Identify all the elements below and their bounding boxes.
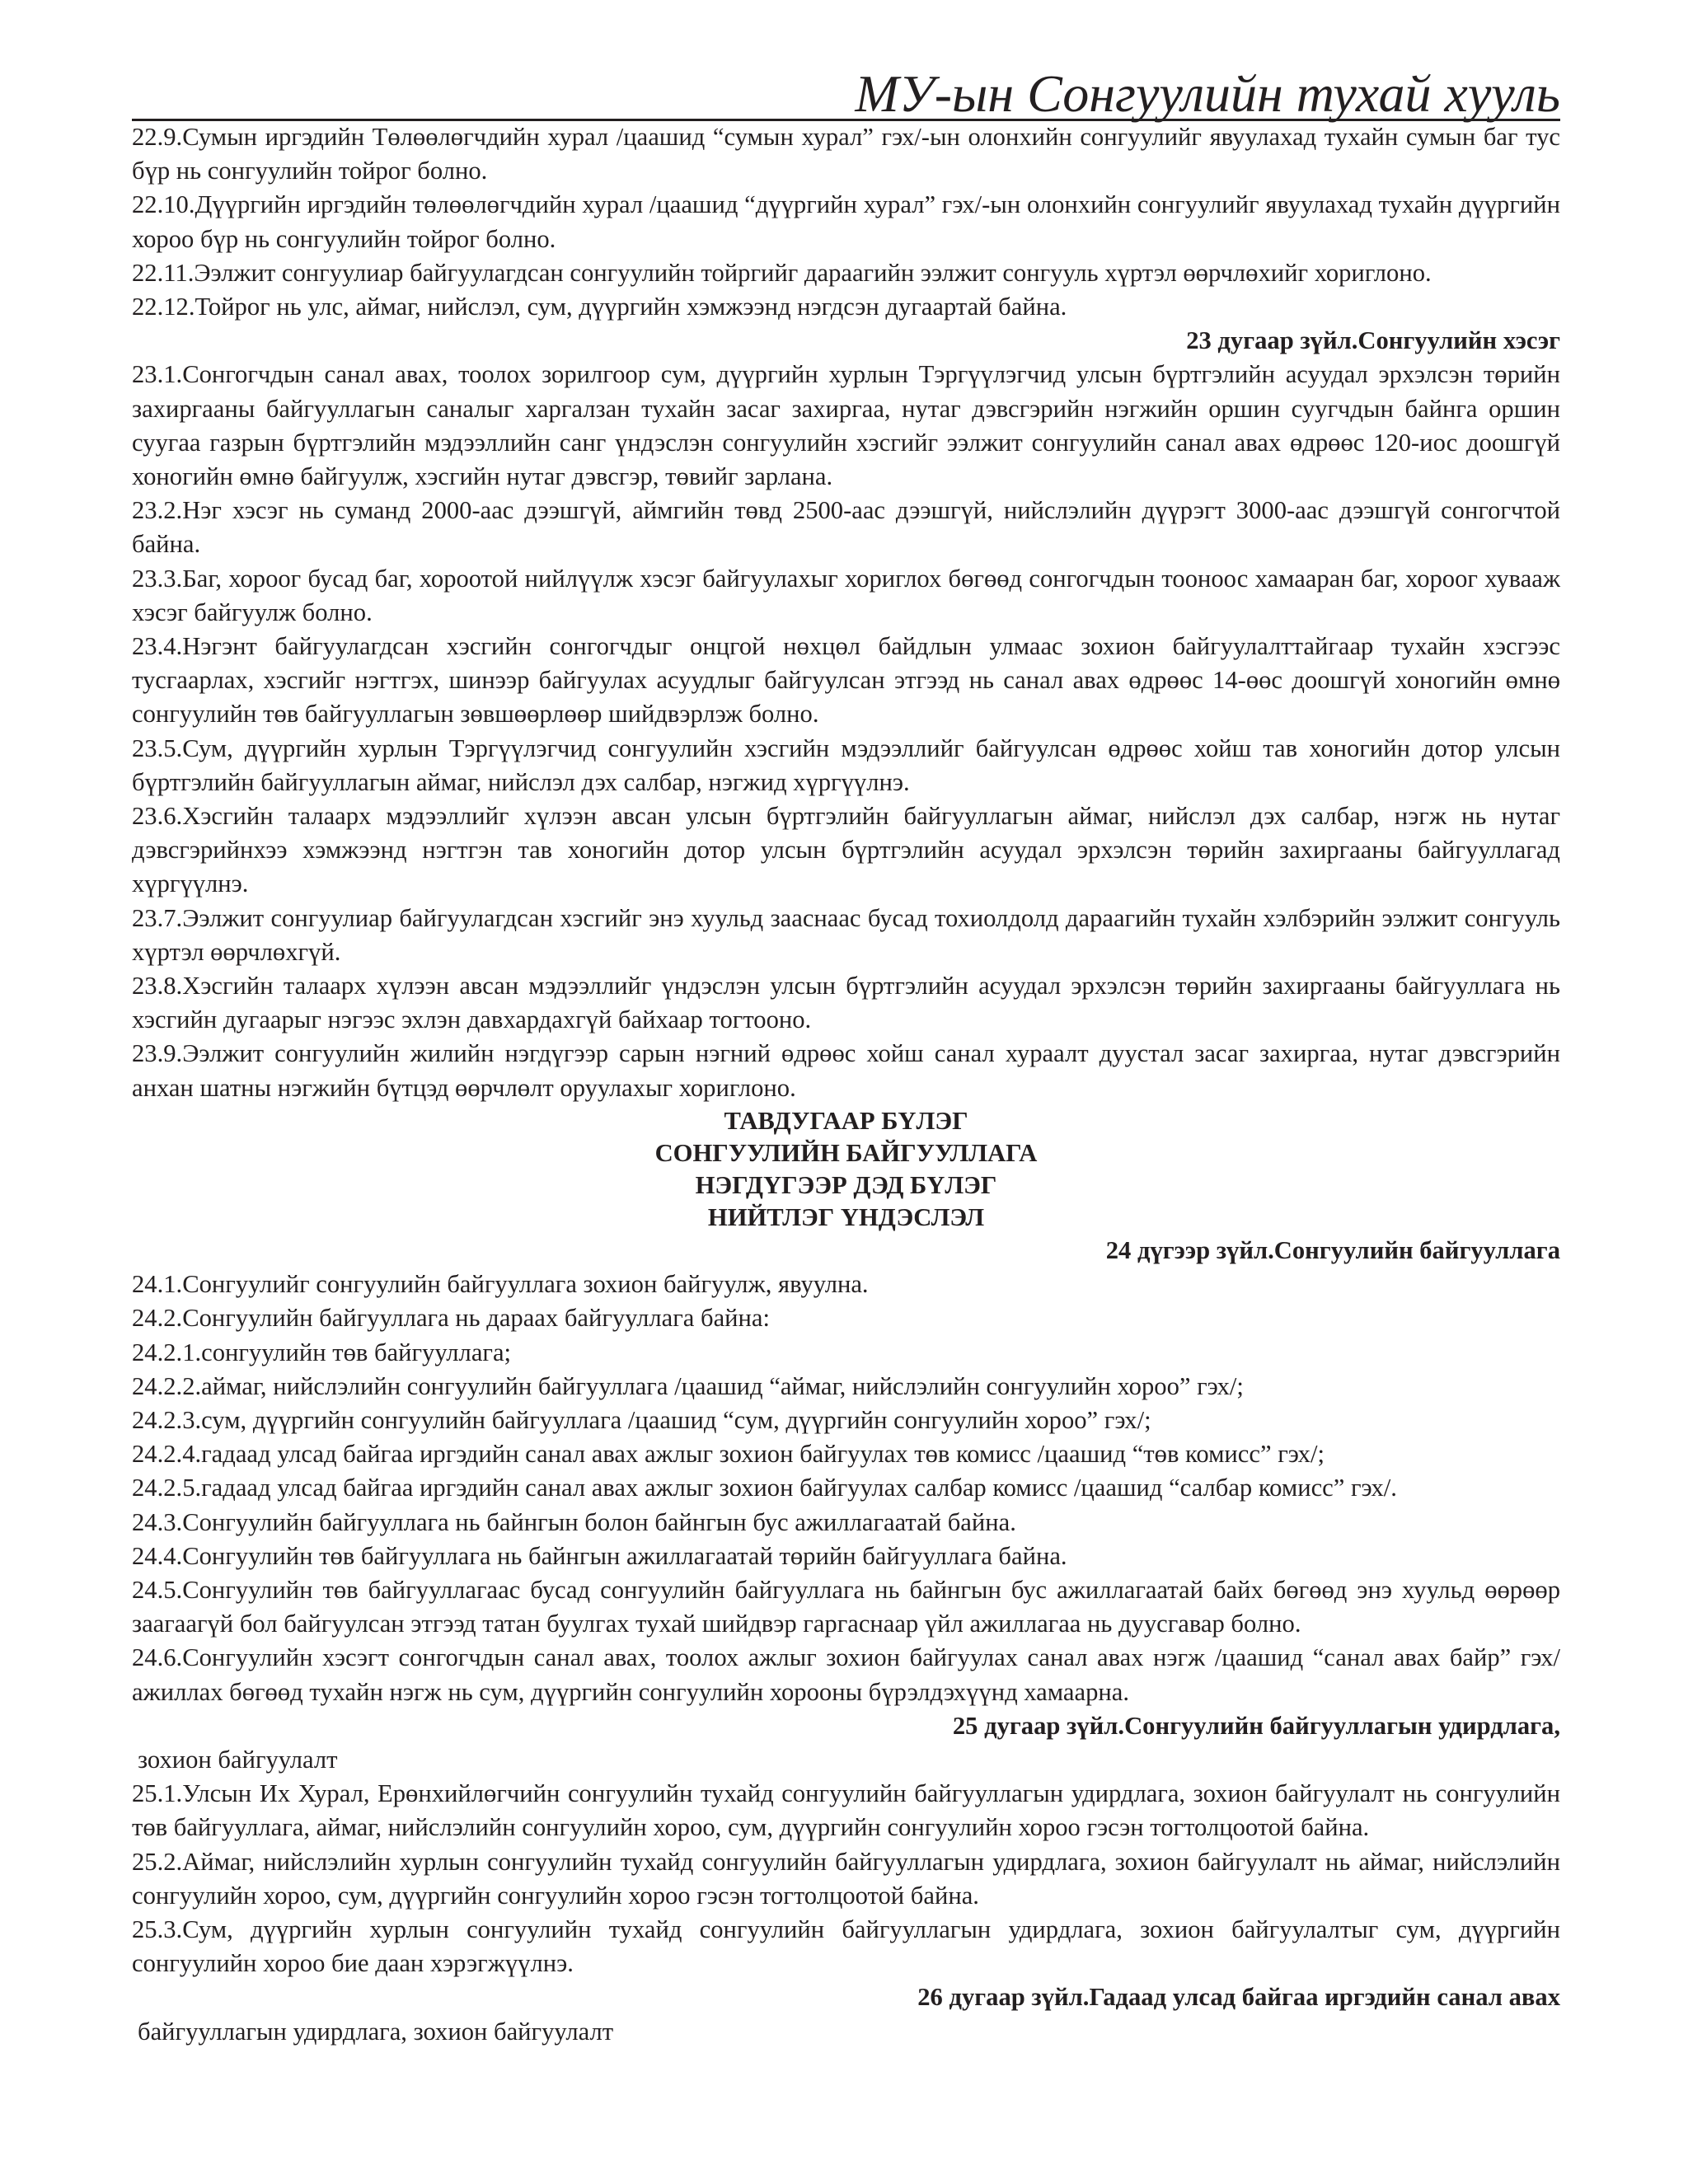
article-heading: 26 дугаар зүйл.Гадаад улсад байгаа иргэдийн санал авах: [917, 1983, 1560, 2012]
chapter-heading: НИЙТЛЭГ ҮНДЭСЛЭЛ: [707, 1202, 985, 1231]
law-paragraph: 24.3.Сонгуулийн байгууллага нь байнгын болон байнгын бус ажиллагаатай байна.: [132, 1507, 1016, 1536]
law-paragraph: 23.5.Сум, дүүргийн хурлын Тэргүүлэгчид сонгуулийн хэсгийн мэдээллийг байгуулсан өдрөөс хойш тав хоногийн дотор улсын бүртгэлийн байгууллагын аймаг, нийслэл дэх салбар, нэгжид хүргүүлнэ.: [132, 733, 1560, 796]
law-paragraph: 24.5.Сонгуулийн төв байгууллагаас бусад сонгуулийн байгууллага нь байнгын бус ажиллагаатай байх бөгөөд энэ хуульд өөрөөр заагаагүй бол байгуулсан этгээд татан буулгах тухай шийдвэр гаргаснаар үйл ажиллагаа нь дуусгавар болно.: [132, 1575, 1560, 1638]
law-paragraph: 25.1.Улсын Их Хурал, Ерөнхийлөгчийн сонгуулийн тухайд сонгуулийн байгууллагын удирдлага, зохион байгуулалт нь сонгуулийн төв байгууллага, аймаг, нийслэлийн сонгуулийн хороо, сум, дүүргийн сонгуулийн хороо гэсэн тогтолцоотой байна.: [132, 1779, 1560, 1842]
article-heading: 25 дугаар зүйл.Сонгуулийн байгууллагын удирдлага,: [952, 1711, 1560, 1740]
law-paragraph: 23.3.Баг, хороог бусад баг, хороотой нийлүүлж хэсэг байгуулахыг хориглох бөгөөд сонгогчдын тооноос хамааран баг, хороог хувааж хэсэг байгуулж болно.: [132, 564, 1560, 626]
law-paragraph: 22.12.Тойрог нь улс, аймаг, нийслэл, сум, дүүргийн хэмжээнд нэгдсэн дугаартай байна.: [132, 293, 1067, 321]
law-paragraph: 23.1.Сонгогчдын санал авах, тоолох зорилгоор сум, дүүргийн хурлын Тэргүүлэгчид улсын бүртгэлийн асуудал эрхэлсэн төрийн захиргааны байгууллагын саналыг харгалзан тухайн засаг захиргаа, нутаг дэвсгэрийн нэгжийн оршин суугчдын байнга оршин суугаа газрын бүртгэлийн мэдээллийн санг үндэслэн сонгуулийн хэсгийг ээлжит сонгуулийн санал авах өдрөөс 120-иос доошгүй хоногийн өмнө байгуулж, хэсгийн нутаг дэвсгэр, төвийг зарлана.: [132, 360, 1560, 491]
law-paragraph: 22.11.Ээлжит сонгуулиар байгуулагдсан сонгуулийн тойргийг дараагийн ээлжит сонгууль хүртэл өөрчлөхийг хориглоно.: [132, 258, 1432, 287]
law-paragraph: 24.2.3.сум, дүүргийн сонгуулийн байгууллага /цаашид “сум, дүүргийн сонгуулийн хороо” гэх/;: [132, 1405, 1151, 1434]
law-paragraph: 24.4.Сонгуулийн төв байгууллага нь байнгын ажиллагаатай төрийн байгууллага байна.: [132, 1541, 1067, 1570]
law-paragraph: 24.2.1.сонгуулийн төв байгууллага;: [132, 1338, 512, 1366]
article-heading-continuation: зохион байгуулалт: [138, 1745, 338, 1774]
article-heading-continuation: байгууллагын удирдлага, зохион байгуулалт: [138, 2017, 614, 2046]
law-paragraph: 23.4.Нэгэнт байгуулагдсан хэсгийн сонгогчдыг онцгой нөхцөл байдлын улмаас зохион байгуулалттайгаар тухайн хэсгээс тусгаарлах, хэсгийг нэгтгэх, шинээр байгуулах асуудлыг байгуулсан этгээд нь санал авах өдрөөс 14-өөс доошгүй хоногийн өмнө сонгуулийн төв байгууллагын зөвшөөрлөөр шийдвэрлэж болно.: [132, 632, 1560, 729]
document-header-title: МУ-ын Сонгуулийн тухай хууль: [855, 64, 1560, 123]
law-paragraph: 22.9.Сумын иргэдийн Төлөөлөгчдийн хурал /цаашид “сумын хурал” гэх/-ын олонхийн сонгуулийг явуулахад тухайн сумын баг тус бүр нь сонгуулийн тойрог болно.: [132, 123, 1560, 185]
law-paragraph: 23.6.Хэсгийн талаарх мэдээллийг хүлээн авсан улсын бүртгэлийн байгууллагын аймаг, нийслэл дэх салбар, нэгж нь нутаг дэвсгэрийнхээ хэмжээнд нэгтгэн тав хоногийн дотор улсын бүртгэлийн асуудал эрхэлсэн төрийн захиргааны байгууллагад хүргүүлнэ.: [132, 802, 1560, 898]
law-paragraph: 23.2.Нэг хэсэг нь суманд 2000-аас дээшгүй, аймгийн төвд 2500-аас дээшгүй, нийслэлийн дүүрэгт 3000-аас дээшгүй сонгогчтой байна.: [132, 496, 1560, 559]
article-heading: 23 дугаар зүйл.Сонгуулийн хэсэг: [1186, 326, 1560, 355]
law-paragraph: 24.2.2.аймаг, нийслэлийн сонгуулийн байгууллага /цаашид “аймаг, нийслэлийн сонгуулийн хороо” гэх/;: [132, 1371, 1244, 1400]
law-paragraph: 23.9.Ээлжит сонгуулийн жилийн нэгдүгээр сарын нэгний өдрөөс хойш санал хураалт дуустал засаг захиргаа, нутаг дэвсгэрийн анхан шатны нэгжийн бүтцэд өөрчлөлт оруулахыг хориглоно.: [132, 1039, 1560, 1102]
law-paragraph: 23.7.Ээлжит сонгуулиар байгуулагдсан хэсгийг энэ хуульд зааснаас бусад тохиолдолд дараагийн тухайн хэлбэрийн ээлжит сонгууль хүртэл өөрчлөхгүй.: [132, 903, 1560, 966]
law-paragraph: 24.2.5.гадаад улсад байгаа иргэдийн санал авах ажлыг зохион байгуулах салбар комисс /цаашид “салбар комисс” гэх/.: [132, 1474, 1397, 1502]
law-paragraph: 23.8.Хэсгийн талаарх хүлээн авсан мэдээллийг үндэслэн улсын бүртгэлийн асуудал эрхэлсэн төрийн захиргааны байгууллага нь хэсгийн дугаарыг нэгээс эхлэн давхардахгүй байхаар тогтооно.: [132, 972, 1560, 1034]
law-paragraph: 24.2.4.гадаад улсад байгаа иргэдийн санал авах ажлыг зохион байгуулах төв комисс /цаашид “төв комисс” гэх/;: [132, 1440, 1325, 1469]
article-heading: 24 дүгээр зүйл.Сонгуулийн байгууллага: [1105, 1235, 1560, 1264]
law-paragraph: 24.1.Сонгуулийг сонгуулийн байгууллага зохион байгуулж, явуулна.: [132, 1270, 869, 1299]
chapter-heading: ТАВДУГААР БҮЛЭГ: [724, 1106, 968, 1135]
document-body: [132, 120, 1560, 2049]
law-paragraph: 24.6.Сонгуулийн хэсэгт сонгогчдын санал авах, тоолох ажлыг зохион байгуулах санал авах нэгж /цаашид “санал авах байр” гэх/ ажиллах бөгөөд тухайн нэгж нь сум, дүүргийн сонгуулийн хорооны бүрэлдэхүүнд хамаарна.: [132, 1643, 1560, 1706]
law-paragraph: 22.10.Дүүргийн иргэдийн төлөөлөгчдийн хурал /цаашид “дүүргийн хурал” гэх/-ын олонхийн сонгуулийг явуулахад тухайн дүүргийн хороо бүр нь сонгуулийн тойрог болно.: [132, 190, 1560, 253]
law-paragraph: 25.3.Сум, дүүргийн хурлын сонгуулийн тухайд сонгуулийн байгууллагын удирдлага, зохион байгуулалтыг сум, дүүргийн сонгуулийн хороо бие даан хэрэгжүүлнэ.: [132, 1915, 1560, 1978]
law-paragraph: 24.2.Сонгуулийн байгууллага нь дараах байгууллага байна:: [132, 1304, 770, 1333]
chapter-heading: СОНГУУЛИЙН БАЙГУУЛЛАГА: [654, 1138, 1038, 1167]
law-paragraph: 25.2.Аймаг, нийслэлийн хурлын сонгуулийн тухайд сонгуулийн байгууллагын удирдлага, зохион байгуулалт нь аймаг, нийслэлийн сонгуулийн хороо, сум, дүүргийн сонгуулийн хороо гэсэн тогтолцоотой байна.: [132, 1847, 1560, 1910]
chapter-heading: НЭГДҮГЭЭР ДЭД БҮЛЭГ: [695, 1170, 997, 1199]
